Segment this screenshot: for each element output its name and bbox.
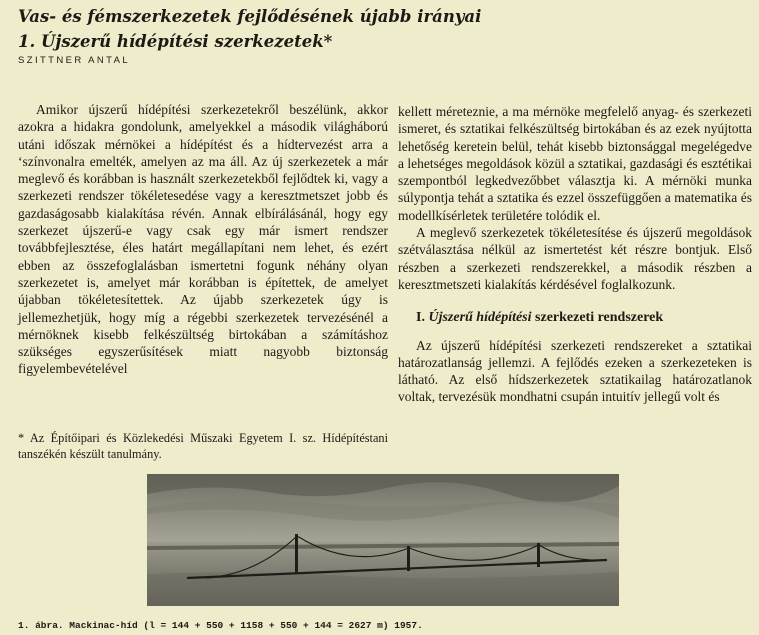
article-title [18, 4, 753, 54]
title-line-1: Vas- és fémszerkezetek fejlődésének újabb irányai [18, 7, 482, 26]
right-paragraph-1: kellett méreteznie, a ma mérnöke megfelelő anyag- és szerkezeti ismeret, és sztatikai felkészültség birtokában és az ezek nyújtotta lehetőség keretein belül, tehát kisebb biztonsággal megelégedve a lehetséges megoldások közül a sztatikai, gazdasági és esztétikai szempontból legkedvezőbbet választja ki. A mérnöki munka súlypontja tehát a sztatika és ezzel összefüggően a matematika és modellkísérletek területére tolódik el. [398, 104, 752, 223]
author-name: SZITTNER ANTAL [18, 55, 131, 66]
section-heading-number: I. [416, 310, 429, 326]
bridge-illustration [147, 474, 619, 606]
left-paragraph: Amikor újszerű hídépítési szerkezetekről beszélünk, akkor azokra a hidakra gondolunk, amelyekkel a második világháború utáni időszak mérnökei a hídépítést és a hídtervezést arra a ‘színvonalra emelték, amelyen az ma áll. Az új szerkezetek a már meglevő és korábban is használt szerkezetekből fejlődtek ki, vagy a szerkezeti rendszer tökéletesedése vagy a keresztmetszet jobb és gazdaságosabb kialakítása révén. Annak elbírálásánál, hogy egy szerkezet újszerű-e vagy csak egy már ismert rendszer továbbfejlesztése, éles határt megállapítani nem lehet, és ezért ebben az összefoglalásban ismertetni fogunk néhány olyan szerkezetet is, amelyet már korábban is építettek, de amelyet újabban tökéletesítettek. Az újabb szerkezetek úgy is jellemezhetjük, hogy míg a régebbi szerkezetek tervezésénél a mérnöknek kisebb felkészültség birtokában a számításhoz szükséges egyszerűsítések miatt nagyobb biztonság figyelembevételével [18, 102, 388, 377]
bridge-photo [147, 474, 619, 606]
section-heading-rest: szerkezeti rendszerek [531, 310, 664, 326]
title-line-2: 1. Újszerű hídépítési szerkezetek* [18, 32, 333, 51]
left-column [18, 101, 388, 378]
right-paragraph-3: Az újszerű hídépítési szerkezeti rendszereket a sztatikai határozatlanság jellemzi. A fejlődés ezeken a szerkezeteken is látható. Az első hídszerkezetek sztatikailag határozatlanok voltak, tervezésük mondhatni csupán intuitív jellegű volt és [398, 337, 752, 405]
figure-caption: 1. ábra. Mackinac-híd (l = 144 + 550 + 1158 + 550 + 144 = 2627 m) 1957. [18, 620, 423, 631]
right-paragraph-2: A meglevő szerkezetek tökéletesítése és újszerű megoldások szétválasztása nélkül az ismertetést két részre bontjuk. Első részben a szerkezeti rendszerekkel, a második részben a keresztmetszeti kialakítás kérdésével foglalkozunk. [398, 225, 752, 292]
section-heading-italic: Újszerű hídépítési [428, 310, 532, 326]
footnote: * Az Építőipari és Közlekedési Műszaki Egyetem I. sz. Hídépítéstani tanszékén készült tanulmány. [18, 431, 388, 461]
right-column [398, 103, 752, 406]
section-heading [416, 309, 752, 326]
